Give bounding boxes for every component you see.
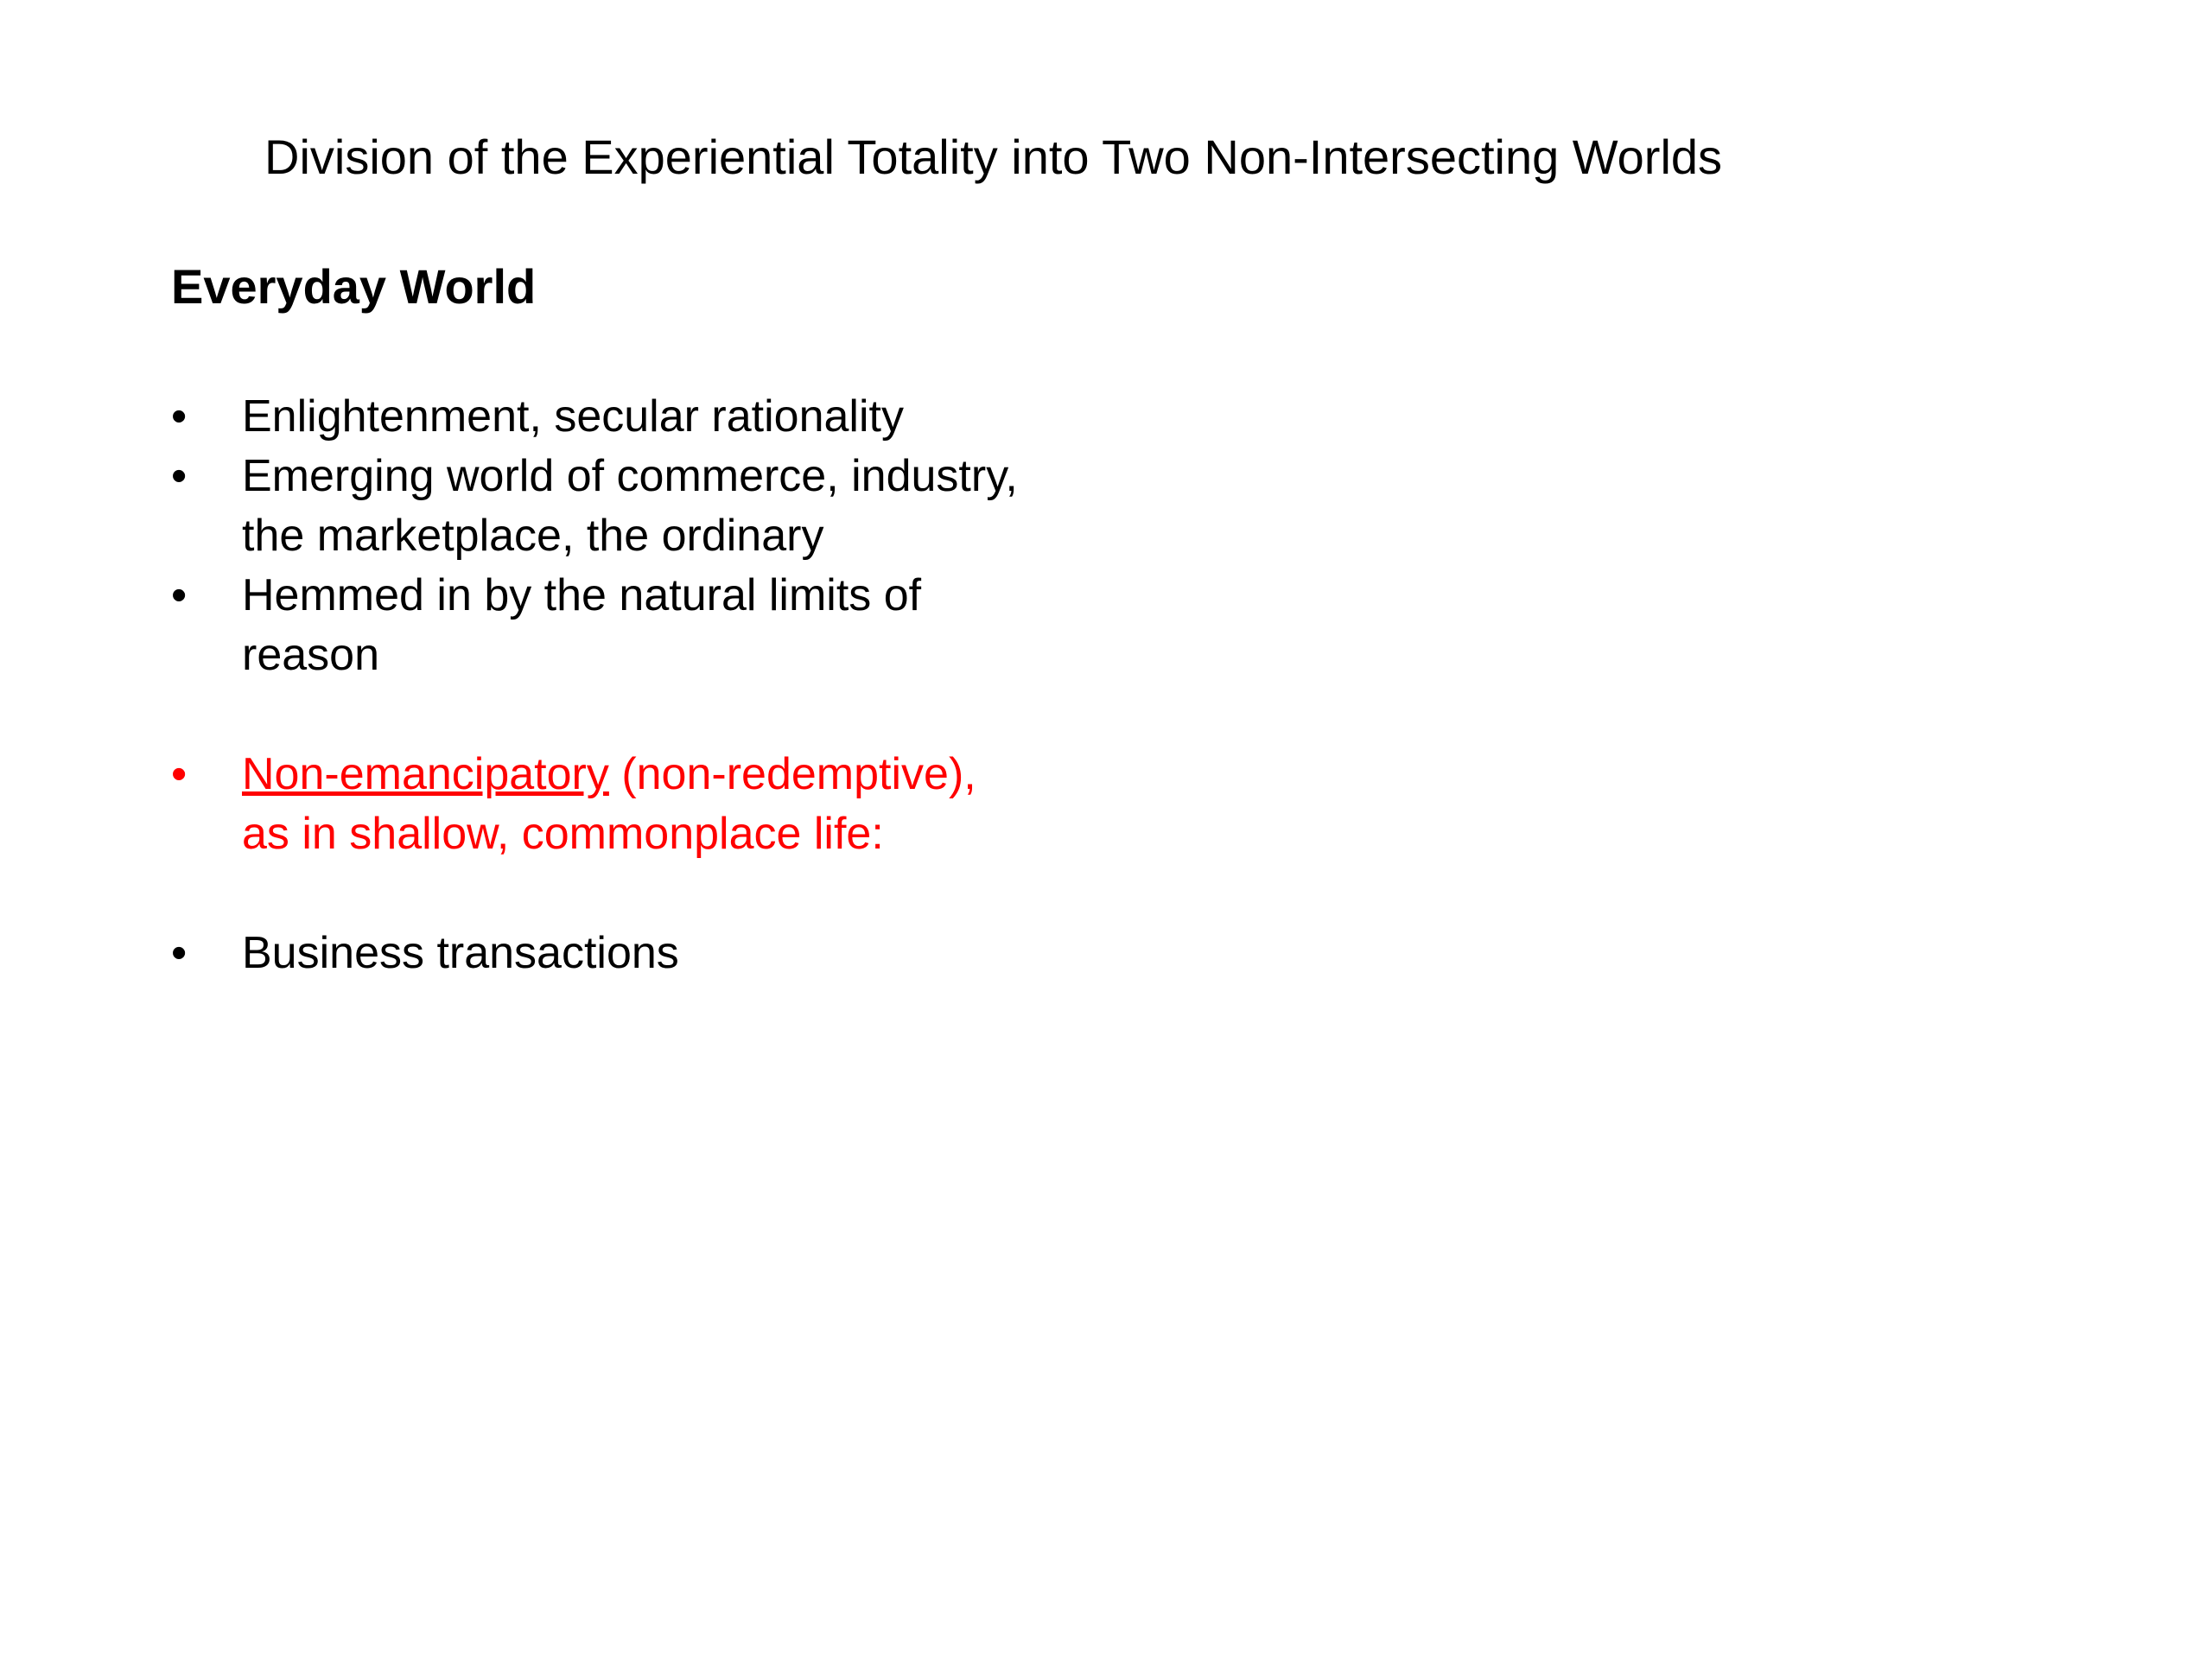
bullet-line: as in shallow, commonplace life: [242, 809, 884, 859]
bullet-line: Emerging world of commerce, industry, [242, 451, 1018, 501]
bullet-icon: • [171, 451, 188, 501]
bullet-icon: • [171, 570, 188, 620]
bullet-icon: • [171, 749, 188, 799]
bullet-line: (non-redemptive), [608, 749, 976, 799]
slide-title: Division of the Experiential Totality into Two Non-Intersecting Worlds [264, 130, 1723, 184]
bullet-line: Enlightenment, secular rationality [242, 391, 904, 442]
bullet-icon: • [171, 391, 188, 442]
bullet-text [242, 745, 1192, 864]
bullet-line: the marketplace, the ordinary [242, 511, 824, 561]
bullet-text [242, 924, 1192, 983]
bullet-line: Hemmed in by the natural limits of [242, 570, 922, 620]
underlined-term: Non-emancipatory [242, 749, 609, 799]
bullet-text [242, 387, 1192, 447]
bullet-line: reason [242, 630, 379, 680]
bullet-text [242, 566, 1192, 685]
bullet-text [242, 447, 1192, 566]
bullet-icon: • [171, 928, 188, 978]
bullet-line: Business transactions [242, 928, 679, 978]
section-heading: Everyday World [171, 259, 537, 314]
